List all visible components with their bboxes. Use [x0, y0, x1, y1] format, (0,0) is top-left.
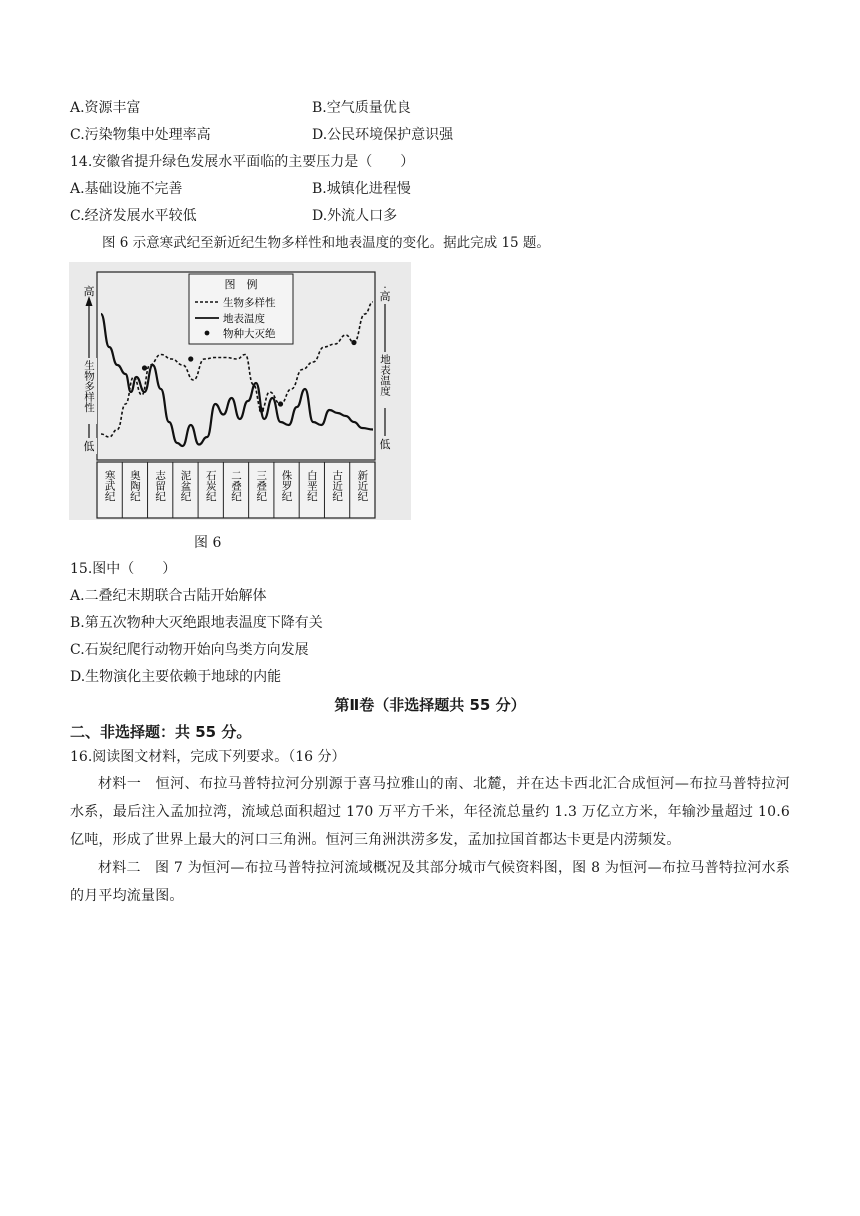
q13-option-d: D.公民环境保护意识强 [312, 127, 454, 143]
q15-option-a: A.二叠纪末期联合古陆开始解体 [70, 588, 267, 604]
section-two-title: 第Ⅱ卷（非选择题共 55 分） [334, 696, 526, 714]
period-label: 侏罗纪 [280, 470, 293, 502]
extinction-point [278, 401, 283, 406]
left-axis-high: 高 [83, 285, 95, 298]
q14-option-d: D.外流人口多 [312, 208, 398, 224]
q13-option-a: A.资源丰富 [70, 100, 141, 116]
q15-stem: 15.图中（ ） [70, 561, 177, 577]
period-label: 奥陶纪 [128, 470, 141, 502]
q14-option-c: C.经济发展水平较低 [70, 208, 197, 224]
legend-extinction: 物种大灭绝 [223, 328, 276, 340]
q16-stem: 16.阅读图文材料，完成下列要求。（16 分） [70, 749, 346, 765]
chart-legend [189, 274, 293, 344]
legend-title: 图 例 [224, 278, 258, 291]
left-axis-low: 低 [83, 440, 95, 453]
right-axis-label: 地表温度 [379, 354, 391, 396]
period-table [97, 462, 375, 518]
figure-intro: 图 6 示意寒武纪至新近纪生物多样性和地表温度的变化。据此完成 15 题。 [102, 235, 550, 251]
period-label: 古近纪 [331, 470, 344, 502]
q14-option-b: B.城镇化进程慢 [312, 181, 411, 197]
right-axis-high: 高 [379, 290, 391, 303]
q15-option-b: B.第五次物种大灭绝跟地表温度下降有关 [70, 615, 323, 631]
period-label: 新近纪 [356, 470, 369, 502]
period-label: 二叠纪 [230, 470, 242, 502]
period-label: 白垩纪 [305, 470, 318, 502]
left-axis-label: 生物多样性 [83, 360, 95, 413]
figure-caption: 图 6 [194, 535, 222, 551]
extinction-point [351, 340, 356, 345]
q13-option-b: B.空气质量优良 [312, 100, 411, 116]
extinction-point [188, 356, 193, 361]
q13-option-c: C.污染物集中处理率高 [70, 127, 211, 143]
extinction-point [142, 365, 147, 370]
q16-material-one: 材料一 恒河、布拉马普特拉河分别源于喜马拉雅山的南、北麓，并在达卡西北汇合成恒河—布拉马普特拉河水系，最后注入孟加拉湾，流域总面积超过 170 万平方千米，年径流总量约 1.3 万亿立方米，年输沙量超过 10.6 亿吨，形成了世界上最大的河口三角洲。恒河三角洲洪涝多发，孟加拉国首都达卡更是内涝频发。 [70, 776, 790, 848]
q15-option-c: C.石炭纪爬行动物开始向鸟类方向发展 [70, 642, 309, 658]
period-label: 三叠纪 [255, 470, 268, 502]
extinction-point [259, 407, 264, 412]
part-two-heading: 二、非选择题：共 55 分。 [70, 723, 252, 741]
period-label: 石炭纪 [204, 470, 217, 502]
q16-material-two: 材料二 图 7 为恒河—布拉马普特拉河流域概况及其部分城市气候资料图，图 8 为恒河—布拉马普特拉河水系的月平均流量图。 [70, 860, 790, 904]
period-label: 寒武纪 [103, 470, 116, 502]
right-axis-low: 低 [379, 438, 391, 451]
period-label: 泥盆纪 [179, 470, 192, 502]
q15-option-d: D.生物演化主要依赖于地球的内能 [70, 669, 282, 685]
period-label: 志留纪 [154, 470, 167, 502]
q14-stem: 14.安徽省提升绿色发展水平面临的主要压力是（ ） [70, 154, 415, 170]
legend-biodiversity: 生物多样性 [223, 297, 276, 309]
biodiversity-temperature-chart [69, 262, 411, 520]
q14-option-a: A.基础设施不完善 [70, 181, 183, 197]
legend-temperature: 地表温度 [223, 313, 265, 325]
